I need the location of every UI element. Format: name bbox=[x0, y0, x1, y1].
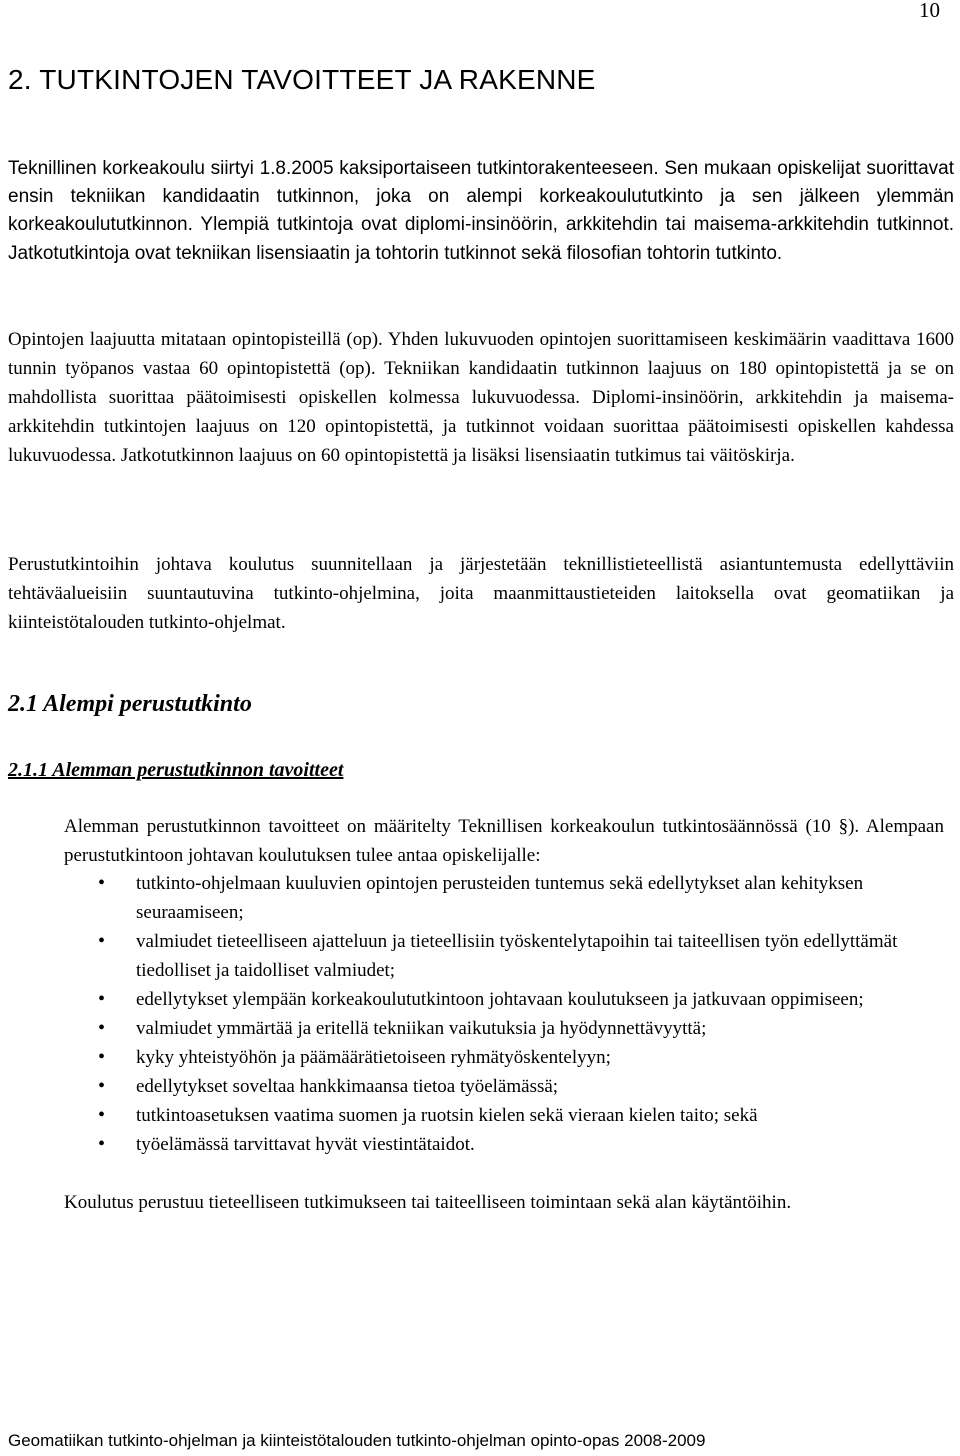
intro-paragraph-text: Teknillinen korkeakoulu siirtyi 1.8.2005 kaksiportaiseen tutkintorakenteeseen. Sen mukaan opiskelijat suorittavat ensin tekniikan kandidaatin tutkinnon, joka on alempi korkeakoulututkinto ja sen jälkeen ylemmän korkeakoulututkinnon. Ylempiä tutkintoja ovat diplomi-insinöörin, arkkitehdin tai maisema-arkkitehdin tutkinnot. Jatkotutkintoja ovat tekniikan lisensiaatin ja tohtorin tutkinnot sekä filosofian tohtorin tutkinto. bbox=[8, 158, 954, 264]
objective-item bbox=[64, 927, 954, 985]
bullet-icon: • bbox=[98, 1017, 106, 1039]
objective-item bbox=[64, 869, 954, 927]
objective-text: valmiudet tieteelliseen ajatteluun ja tieteellisiin työskentelytapoihin tai taiteellisen työn edellyttämät tiedolliset ja taidolliset valmiudet; bbox=[136, 931, 898, 981]
objective-text: valmiudet ymmärtää ja eritellä tekniikan vaikutuksia ja hyödynnettävyyttä; bbox=[136, 1018, 707, 1039]
bullet-icon: • bbox=[98, 1133, 106, 1155]
programmes-paragraph bbox=[8, 550, 954, 637]
objective-text: tutkinto-ohjelmaan kuuluvien opintojen perusteiden tuntemus sekä edellytykset alan kehityksen seuraamiseen; bbox=[136, 873, 864, 923]
credits-paragraph-text: Opintojen laajuutta mitataan opintopisteillä (op). Yhden lukuvuoden opintojen suorittamiseen keskimäärin vaadittava 1600 tunnin työpanos vastaa 60 opintopistettä (op). Tekniikan kandidaatin tutkinnon laajuus on 180 opintopistettä ja se on mahdollista suorittaa päätoimisesti opiskellen kolmessa lukuvuodessa. Diplomi-insinöörin, arkkitehdin ja maisema-arkkitehdin tutkintojen laajuus on 120 opintopistettä, ja tutkinnot voidaan suorittaa päätoimisesti opiskellen kahdessa lukuvuodessa. Jatkotutkinnon laajuus on 60 opintopistettä ja lisäksi lisensiaatin tutkimus tai väitöskirja. bbox=[8, 329, 954, 466]
objectives-intro: Alemman perustutkinnon tavoitteet on määritelty Teknillisen korkeakoulun tutkintosäännössä (10 §). Alempaan perustutkintoon johtavan koulutuksen tulee antaa opiskelijalle: bbox=[64, 816, 944, 866]
bullet-icon: • bbox=[98, 1046, 106, 1068]
objective-item bbox=[64, 1014, 954, 1043]
chapter-title: 2. TUTKINTOJEN TAVOITTEET JA RAKENNE bbox=[8, 64, 596, 95]
objective-text: tutkintoasetuksen vaatima suomen ja ruotsin kielen sekä vieraan kielen taito; sekä bbox=[136, 1105, 758, 1126]
objective-text: kyky yhteistyöhön ja päämäärätietoiseen ryhmätyöskentelyyn; bbox=[136, 1047, 611, 1068]
bullet-icon: • bbox=[98, 930, 106, 952]
bullet-icon: • bbox=[98, 988, 106, 1010]
bullet-icon: • bbox=[98, 1075, 106, 1097]
bullet-icon: • bbox=[98, 1104, 106, 1126]
objective-item bbox=[64, 985, 954, 1014]
objective-text: edellytykset ylempään korkeakoulututkintoon johtavaan koulutukseen ja jatkuvaan oppimiseen; bbox=[136, 989, 864, 1010]
objective-item bbox=[64, 1043, 954, 1072]
section-heading: 2.1 Alempi perustutkinto bbox=[8, 691, 252, 717]
objectives-list bbox=[64, 869, 954, 1159]
objective-item bbox=[64, 1101, 954, 1130]
intro-paragraph bbox=[8, 155, 954, 268]
objective-item bbox=[64, 1130, 954, 1159]
subsection-heading: 2.1.1 Alemman perustutkinnon tavoitteet bbox=[8, 759, 344, 781]
objective-text: edellytykset soveltaa hankkimaansa tietoa työelämässä; bbox=[136, 1076, 559, 1097]
credits-paragraph bbox=[8, 325, 954, 470]
page-footer: Geomatiikan tutkinto-ohjelman ja kiinteistötalouden tutkinto-ohjelman opinto-opas 2008-2009 bbox=[8, 1431, 706, 1450]
bullet-icon: • bbox=[98, 872, 106, 894]
closing-paragraph: Koulutus perustuu tieteelliseen tutkimukseen tai taiteelliseen toimintaan sekä alan käytäntöihin. bbox=[64, 1192, 792, 1213]
objective-text: työelämässä tarvittavat hyvät viestintätaidot. bbox=[136, 1134, 475, 1155]
page-number: 10 bbox=[919, 0, 940, 22]
programmes-paragraph-text: Perustutkintoihin johtava koulutus suunnitellaan ja järjestetään teknillistieteellistä asiantuntemusta edellyttäviin tehtäväalueisiin suuntautuvina tutkinto-ohjelmina, joita maanmittaustieteiden laitoksella ovat geomatiikan ja kiinteistötalouden tutkinto-ohjelmat. bbox=[8, 554, 954, 633]
objective-item bbox=[64, 1072, 954, 1101]
